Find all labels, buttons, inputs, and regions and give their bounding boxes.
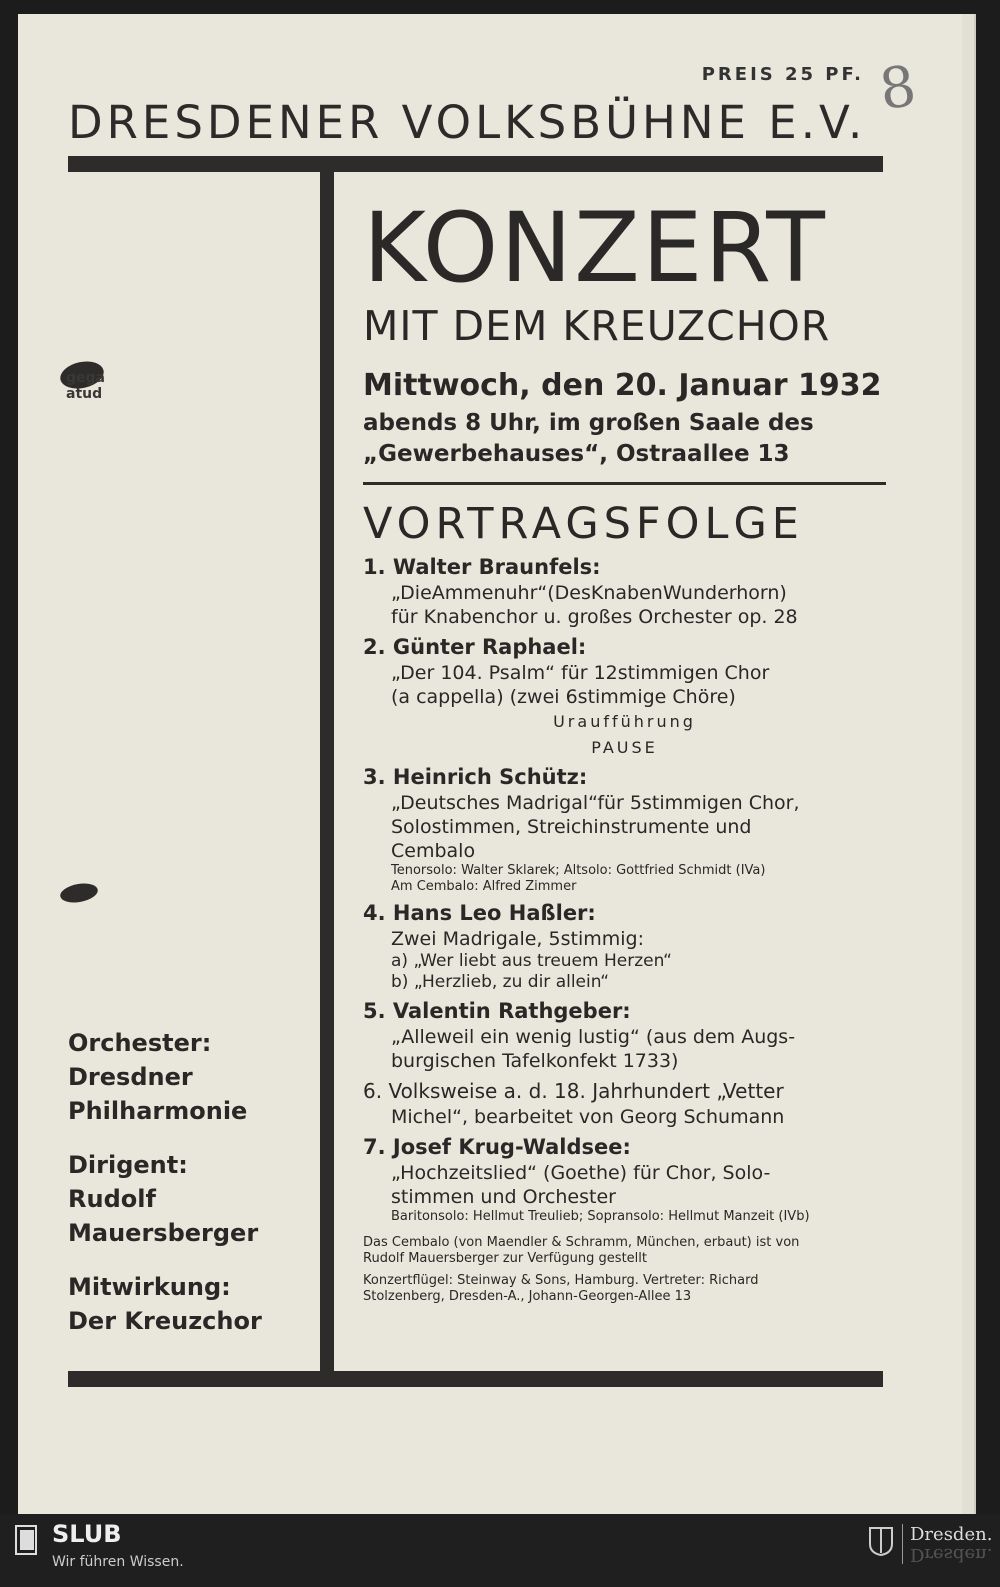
credit-value: Philharmonie	[68, 1097, 248, 1125]
price-label: PREIS 25 PF.	[701, 64, 864, 85]
dresden-logo-text[interactable]: Dresden.	[910, 1524, 993, 1545]
conductor-credit	[68, 1148, 262, 1250]
item-description	[363, 1025, 886, 1073]
note-line: Das Cembalo (von Maendler & Schramm, München, erbaut) ist von	[363, 1235, 800, 1250]
item-line: „Alleweil ein wenig lustig“ (aus dem Augs-	[391, 1026, 796, 1048]
program-item	[363, 633, 886, 735]
credit-value: Dresdner	[68, 1063, 193, 1091]
organisation-title: DRESDENER VOLKSBÜHNE E.V.	[68, 96, 867, 149]
item-line: Zwei Madrigale, 5stimmig:	[391, 928, 644, 950]
item-line: „Der 104. Psalm“ für 12stimmigen Chor	[391, 662, 770, 684]
credit-label: Mitwirkung:	[68, 1273, 231, 1301]
item-line: Michel“, bearbeitet von Georg Schumann	[391, 1106, 785, 1128]
credit-value: Mauersberger	[68, 1219, 259, 1247]
item-description	[363, 661, 886, 709]
note-line: Konzertflügel: Steinway & Sons, Hamburg. Vertreter: Richard	[363, 1273, 759, 1288]
item-composer: 4. Hans Leo Haßler:	[363, 901, 596, 925]
pencil-annotation: 8	[876, 53, 921, 124]
item-soloists	[363, 1209, 886, 1225]
item-line: Solostimmen, Streichinstrumente und	[391, 816, 752, 838]
vertical-rule	[320, 166, 334, 1376]
note-line: Rudolf Mauersberger zur Verfügung gestellt	[363, 1251, 647, 1266]
bleed-line-1: gega	[66, 370, 105, 386]
bottom-rule	[68, 1371, 883, 1387]
footer-divider	[902, 1524, 903, 1564]
item-composer: 2. Günter Raphael:	[363, 635, 587, 659]
location-line-1: abends 8 Uhr, im großen Saale des	[363, 410, 814, 436]
location-line-2: „Gewerbehauses“, Ostraallee 13	[363, 441, 790, 467]
note-line: Stolzenberg, Dresden-A., Johann-Georgen-Allee 13	[363, 1289, 692, 1304]
item-description	[363, 791, 886, 863]
program-item	[363, 1077, 886, 1129]
item-composer: 5. Valentin Rathgeber:	[363, 999, 631, 1023]
program-item	[363, 1133, 886, 1225]
item-line: (a cappella) (zwei 6stimmige Chöre)	[391, 686, 736, 708]
credit-value: Rudolf	[68, 1185, 156, 1213]
item-description	[363, 581, 886, 629]
program-heading: VORTRAGSFOLGE	[363, 499, 804, 549]
item-line: Cembalo	[391, 840, 476, 862]
pause-label: PAUSE	[591, 738, 658, 757]
concert-date: Mittwoch, den 20. Januar 1932	[363, 368, 882, 403]
item-composer: 6. Volksweise a. d. 18. Jahrhundert „Vetter	[363, 1079, 784, 1103]
credits-column	[68, 1026, 262, 1358]
item-line: „Hochzeitslied“ (Goethe) für Chor, Solo-	[391, 1162, 771, 1184]
document-sheet	[18, 14, 976, 1514]
participation-credit	[68, 1270, 262, 1338]
viewer-footer	[0, 1514, 1000, 1587]
cembalo-note	[363, 1235, 886, 1267]
bleed-through-text	[66, 370, 105, 402]
credit-label: Orchester:	[68, 1029, 212, 1057]
credit-value: Der Kreuzchor	[68, 1307, 262, 1335]
subitem-line: a) „Wer liebt aus treuem Herzen“	[391, 951, 672, 971]
subitem-line: b) „Herzlieb, zu dir allein“	[391, 972, 610, 992]
item-line: burgischen Tafelkonfekt 1733)	[391, 1050, 679, 1072]
item-description	[363, 1161, 886, 1209]
item-line: für Knabenchor u. großes Orchester op. 28	[391, 606, 798, 628]
sheet-edge	[962, 14, 974, 1514]
soloist-line: Baritonsolo: Hellmut Treulieb; Sopransolo: Hellmut Manzeit (IVb)	[391, 1209, 810, 1224]
item-composer: 1. Walter Braunfels:	[363, 555, 601, 579]
slub-logo-text[interactable]: SLUB	[52, 1520, 122, 1548]
item-line: stimmen und Orchester	[391, 1186, 616, 1208]
item-description	[363, 1105, 886, 1129]
program-item	[363, 997, 886, 1073]
concert-subtitle: MIT DEM KREUZCHOR	[363, 302, 831, 350]
piano-note	[363, 1273, 886, 1305]
program-item	[363, 553, 886, 629]
item-soloists	[363, 863, 886, 895]
item-description	[363, 927, 886, 951]
item-subitems	[363, 951, 886, 993]
item-composer: 3. Heinrich Schütz:	[363, 765, 588, 789]
orchestra-credit	[68, 1026, 262, 1128]
main-column	[363, 174, 886, 1305]
program-list	[363, 553, 886, 1305]
section-divider	[363, 482, 886, 485]
program-item	[363, 899, 886, 993]
bleed-line-2: atud	[66, 386, 103, 402]
premiere-note: Uraufführung	[553, 712, 696, 731]
program-item	[363, 763, 886, 895]
slub-tagline: Wir führen Wissen.	[52, 1554, 184, 1570]
item-line: „DieAmmenuhr“(DesKnabenWunderhorn)	[391, 582, 787, 604]
city-crest-icon[interactable]	[868, 1526, 894, 1556]
dresden-logo-reflection: Dresden.	[910, 1544, 993, 1565]
soloist-line: Am Cembalo: Alfred Zimmer	[391, 879, 577, 894]
book-icon[interactable]	[14, 1524, 40, 1556]
hole-punch-mark-lower	[59, 881, 100, 905]
credit-label: Dirigent:	[68, 1151, 188, 1179]
soloist-line: Tenorsolo: Walter Sklarek; Altsolo: Gottfried Schmidt (IVa)	[391, 863, 766, 878]
concert-title: KONZERT	[363, 192, 827, 304]
item-composer: 7. Josef Krug-Waldsee:	[363, 1135, 631, 1159]
top-rule	[68, 156, 883, 172]
concert-location	[363, 408, 886, 470]
item-line: „Deutsches Madrigal“für 5stimmigen Chor,	[391, 792, 800, 814]
